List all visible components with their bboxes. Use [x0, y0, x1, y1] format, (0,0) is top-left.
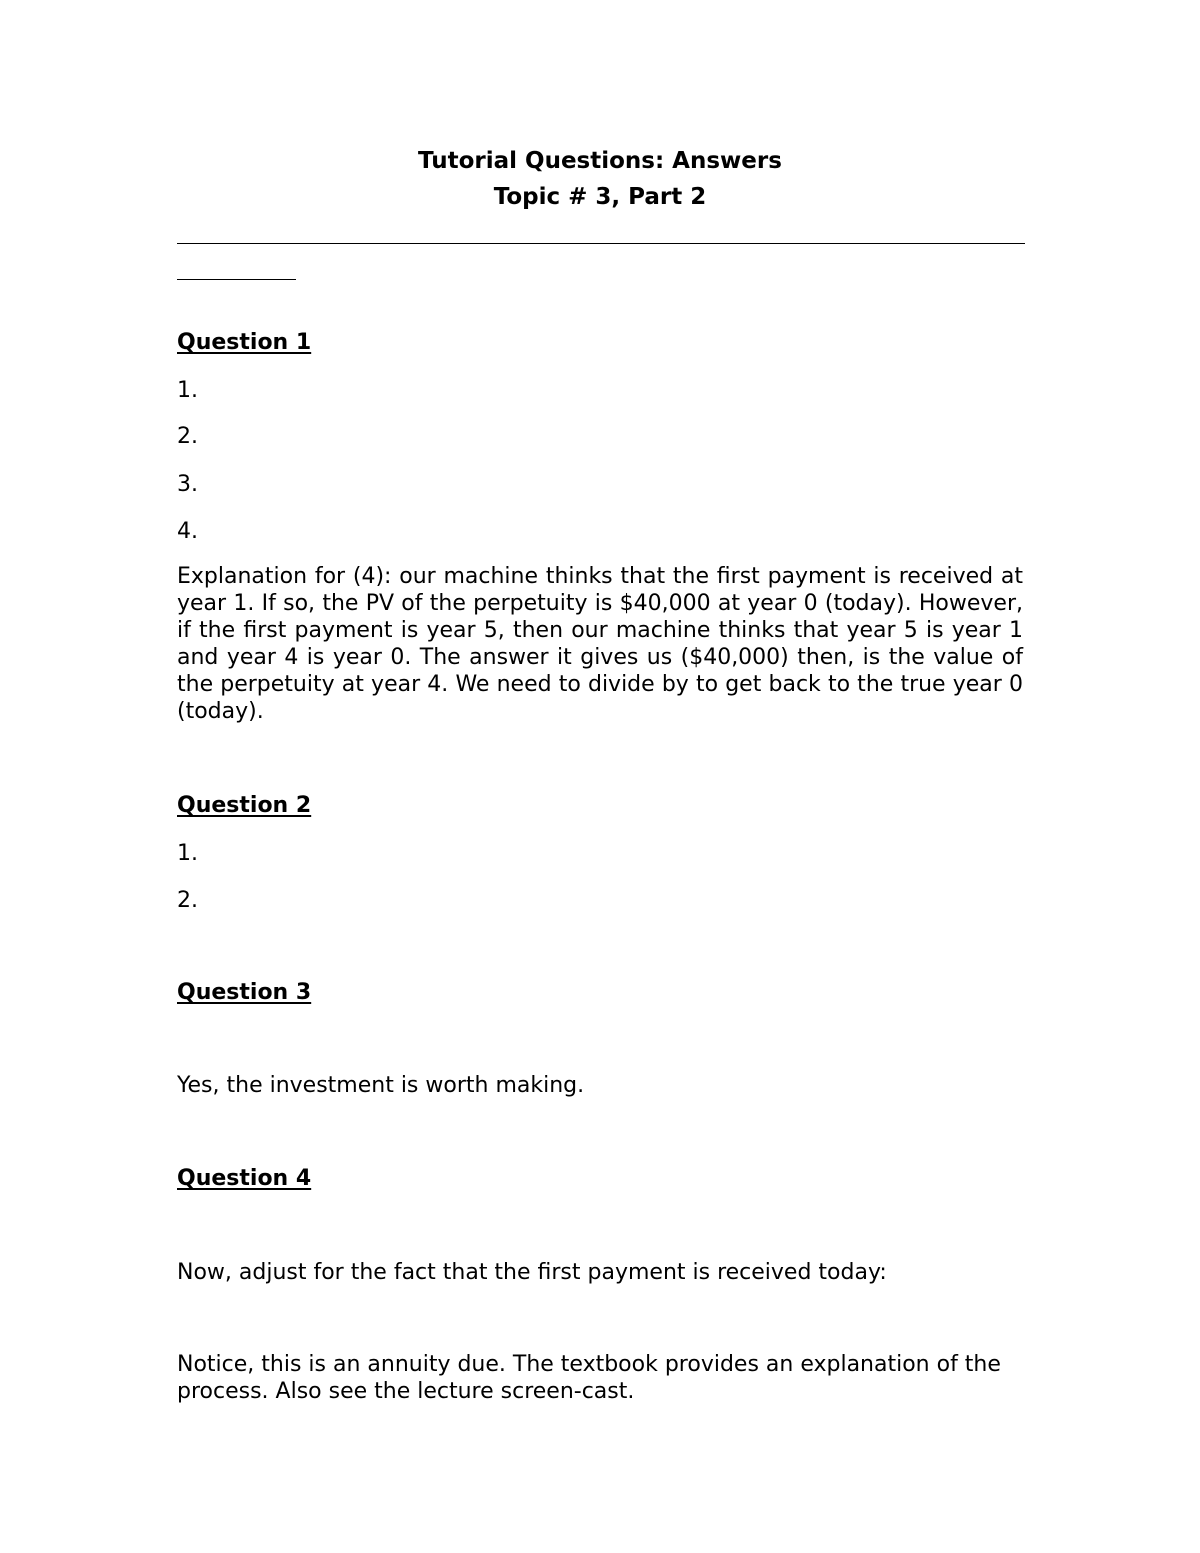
question-1-item-2: 2.	[177, 424, 198, 449]
question-2-heading: Question 2	[177, 793, 312, 818]
question-1-item-3: 3.	[177, 472, 198, 497]
question-4-heading: Question 4	[177, 1166, 312, 1191]
question-1-heading: Question 1	[177, 330, 312, 355]
question-2-item-2: 2.	[177, 888, 198, 913]
horizontal-rule-short	[177, 279, 296, 280]
question-3-answer: Yes, the investment is worth making.	[177, 1073, 585, 1098]
question-1-item-4: 4.	[177, 519, 198, 544]
question-2-item-1: 1.	[177, 841, 198, 866]
question-3-heading: Question 3	[177, 980, 312, 1005]
page-title: Tutorial Questions: Answers	[418, 148, 782, 174]
question-1-item-1: 1.	[177, 378, 198, 403]
horizontal-rule-long	[177, 243, 1025, 244]
question-4-adjust-text: Now, adjust for the fact that the first payment is received today:	[177, 1260, 887, 1285]
question-1-explanation: Explanation for (4): our machine thinks that the first payment is received at year 1. If so, the PV of the perpetuity is $40,000 at year 0 (today). However, if the first payment is year 5, then our machine thinks that year 5 is year 1 and year 4 is year 0. The answer it gives us ($40,000) then, is the value of the perpetuity at year 4. We need to divide by to get back to the true year 0 (today).	[177, 564, 1023, 724]
question-4-notice-text: Notice, this is an annuity due. The textbook provides an explanation of the process. Also see the lecture screen-cast.	[177, 1352, 1001, 1404]
page-subtitle: Topic # 3, Part 2	[493, 184, 707, 210]
